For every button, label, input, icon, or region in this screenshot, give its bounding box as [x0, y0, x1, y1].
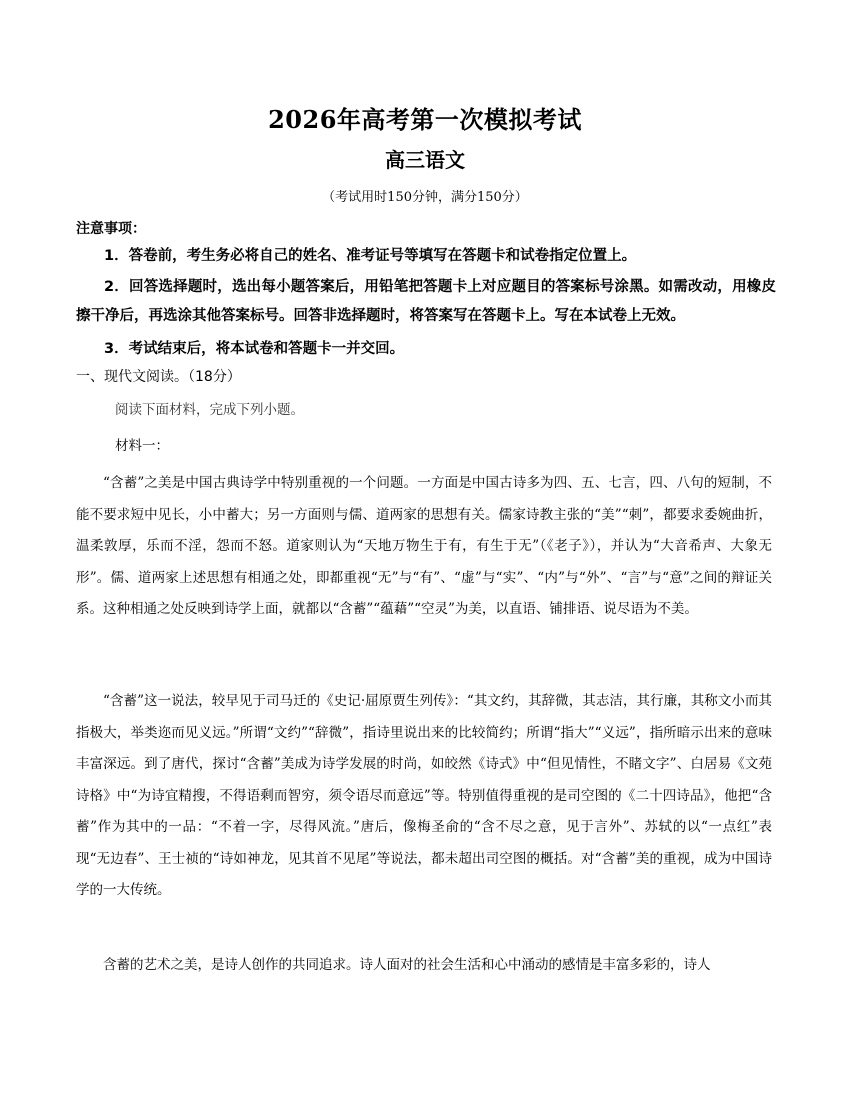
note-item-2-text: 2．回答选择题时，选出每小题答案后，用铅笔把答题卡上对应题目的答案标号涂黑。如需改动，用橡皮擦干净后，再选涂其他答案标号。回答非选择题时，将答案写在答题卡上。写在本试卷上无效。	[76, 279, 776, 324]
material-paragraph-3: 含蓄的艺术之美，是诗人创作的共同追求。诗人面对的社会生活和心中涌动的感情是丰富多彩的，诗人	[103, 957, 711, 973]
section-heading: 一、现代文阅读。（18分）	[76, 369, 241, 385]
notes-heading: 注意事项：	[76, 221, 146, 237]
material-paragraph-1: “含蓄”之美是中国古典诗学中特别重视的一个问题。一方面是中国古诗多为四、五、七言，四、八句的短制，不能不要求短中见长，小中蓄大；另一方面则与儒、道两家的思想有关。儒家诗教主张的“美”“刺”，都要求委婉曲折，温柔敦厚，乐而不淫，怨而不怒。道家则认为“天地万物生于有，有生于无”（《老子》），并认为“大音希声、大象无形”。儒、道两家上述思想有相通之处，即都重视“无”与“有”、“虚”与“实”、“内”与“外”、“言”与“意”之间的辩证关系。这种相通之处反映到诗学上面，就都以“含蓄”“蕴藉”“空灵”为美，以直语、铺排语、说尽语为不美。	[76, 475, 772, 617]
exam-title: 2026年高考第一次模拟考试	[268, 105, 582, 134]
material-label: 材料一：	[115, 438, 169, 454]
note-item-3	[76, 335, 776, 364]
note-item-3-text: 3．考试结束后，将本试卷和答题卡一并交回。	[104, 341, 405, 357]
material-paragraph-2: “含蓄”这一说法，较早见于司马迁的《史记·屈原贾生列传》：“其文约，其辞微，其志洁，其行廉，其称文小而其指极大，举类迩而见义远。”所谓“文约”“辞微”，指诗里说出来的比较简约；所谓“指大”“义远”，指所暗示出来的意味丰富深远。到了唐代，探讨“含蓄”美成为诗学发展的时尚，如皎然《诗式》中“但见情性，不睹文字”、白居易《文苑诗格》中“为诗宜精搜，不得语剩而智穷，须令语尽而意远”等。特别值得重视的是司空图的《二十四诗品》，他把“含蓄”作为其中的一品：“不着一字，尽得风流。”唐后，像梅圣俞的“含不尽之意，见于言外”、苏轼的以“一点红”表现“无边春”、王士祯的“诗如神龙，见其首不见尾”等说法，都未超出司空图的概括。对“含蓄”美的重视，成为中国诗学的一大传统。	[76, 693, 772, 898]
exam-subtitle: 高三语文	[385, 148, 465, 172]
note-item-1	[76, 242, 776, 271]
exam-info: （考试用时150分钟，满分150分）	[322, 190, 528, 205]
note-item-2	[76, 273, 776, 331]
note-item-1-text: 1．答卷前，考生务必将自己的姓名、准考证号等填写在答题卡和试卷指定位置上。	[104, 248, 637, 264]
reading-instruction: 阅读下面材料，完成下列小题。	[115, 402, 304, 418]
